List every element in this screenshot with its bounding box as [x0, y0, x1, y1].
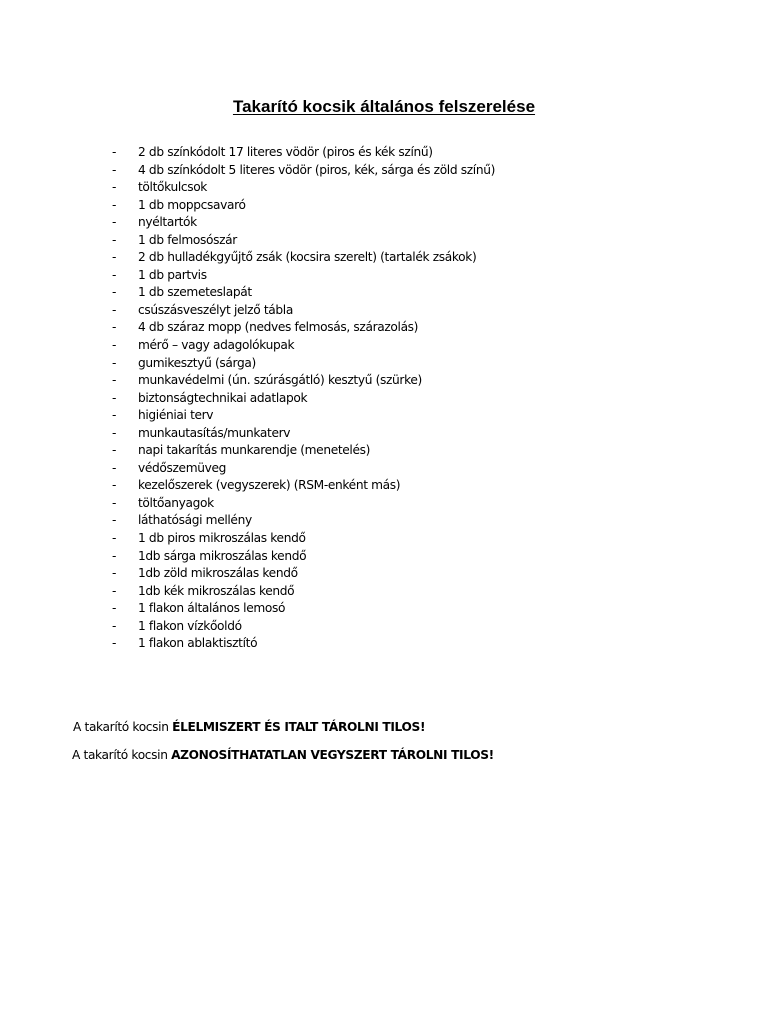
equipment-list-item — [112, 179, 495, 197]
equipment-list-item — [112, 442, 495, 460]
equipment-item-text: 1 flakon általános lemosó — [138, 601, 286, 616]
equipment-list — [112, 144, 495, 653]
equipment-item-text: munkautasítás/munkaterv — [138, 425, 291, 440]
list-dash: - — [112, 285, 117, 300]
list-dash: - — [112, 478, 117, 493]
equipment-list-item — [112, 249, 495, 267]
equipment-list-item — [112, 214, 495, 232]
equipment-item-text: munkavédelmi (ún. szúrásgátló) kesztyű (szürke) — [138, 373, 422, 388]
equipment-item-text: 2 db színkódolt 17 literes vödör (piros és kék színű) — [138, 145, 433, 159]
equipment-item-text: 1db kék mikroszálas kendő — [138, 583, 295, 598]
equipment-item-text: 1 flakon ablaktisztító — [138, 636, 258, 651]
equipment-list-item — [112, 267, 495, 285]
equipment-list-item — [112, 635, 495, 653]
equipment-item-text: gumikesztyű (sárga) — [138, 355, 256, 370]
equipment-list-item — [112, 337, 495, 355]
equipment-list-item — [112, 548, 495, 566]
equipment-item-text: 1 flakon vízkőoldó — [138, 618, 242, 633]
equipment-list-item — [112, 407, 495, 425]
equipment-item-text: 1db zöld mikroszálas kendő — [138, 566, 298, 581]
list-dash: - — [112, 636, 117, 651]
equipment-list-item — [112, 565, 495, 583]
list-dash: - — [112, 250, 117, 265]
list-dash: - — [112, 320, 117, 335]
equipment-list-item — [112, 372, 495, 390]
equipment-item-text: kezelőszerek (vegyszerek) (RSM-enként más) — [138, 478, 401, 493]
list-dash: - — [112, 513, 117, 528]
equipment-list-item — [112, 512, 495, 530]
equipment-list-item — [112, 495, 495, 513]
list-dash: - — [112, 583, 117, 598]
equipment-list-item — [112, 390, 495, 408]
equipment-item-text: nyéltartók — [138, 215, 197, 230]
list-dash: - — [112, 197, 117, 212]
list-dash: - — [112, 495, 117, 510]
equipment-item-text: higiéniai terv — [138, 408, 214, 423]
list-dash: - — [112, 338, 117, 353]
equipment-item-text: 1 db moppcsavaró — [138, 197, 246, 212]
list-dash: - — [112, 601, 117, 616]
list-dash: - — [112, 390, 117, 405]
equipment-item-text: töltőanyagok — [138, 495, 214, 510]
equipment-list-item — [112, 302, 495, 320]
list-dash: - — [112, 548, 117, 563]
list-dash: - — [112, 232, 117, 247]
list-dash: - — [112, 425, 117, 440]
list-dash: - — [112, 162, 117, 177]
equipment-item-text: 2 db hulladékgyűjtő zsák (kocsira szerelt) (tartalék zsákok) — [138, 250, 477, 265]
warning-emphasis: AZONOSÍTHATATLAN VEGYSZERT TÁROLNI TILOS! — [171, 748, 494, 763]
food-drink-warning — [73, 718, 425, 736]
warning-emphasis: ÉLELMISZERT ÉS ITALT TÁROLNI TILOS! — [172, 720, 426, 735]
equipment-list-item — [112, 425, 495, 443]
warning-prefix: A takarító kocsin — [72, 748, 172, 763]
list-dash: - — [112, 215, 117, 230]
equipment-item-text: védőszemüveg — [138, 460, 226, 475]
equipment-item-text: 4 db színkódolt 5 literes vödör (piros, kék, sárga és zöld színű) — [138, 162, 495, 177]
document-title: Takarító kocsik általános felszerelése — [232, 97, 536, 117]
equipment-item-text: láthatósági mellény — [138, 513, 252, 528]
equipment-list-item — [112, 460, 495, 478]
list-dash: - — [112, 373, 117, 388]
equipment-list-item — [112, 355, 495, 373]
warning-prefix: A takarító kocsin — [73, 720, 173, 735]
list-dash: - — [112, 267, 117, 282]
equipment-list-item — [112, 144, 495, 162]
equipment-list-item — [112, 600, 495, 618]
equipment-item-text: napi takarítás munkarendje (menetelés) — [138, 443, 371, 458]
list-dash: - — [112, 355, 117, 370]
equipment-list-item — [112, 319, 495, 337]
equipment-item-text: csúszásveszélyt jelző tábla — [138, 302, 293, 317]
equipment-item-text: 1 db felmosószár — [138, 232, 237, 247]
list-dash: - — [112, 618, 117, 633]
equipment-item-text: 4 db száraz mopp (nedves felmosás, szárazolás) — [138, 320, 419, 335]
equipment-list-item — [112, 477, 495, 495]
list-dash: - — [112, 408, 117, 423]
equipment-item-text: 1db sárga mikroszálas kendő — [138, 548, 307, 563]
list-dash: - — [112, 145, 117, 159]
equipment-item-text: mérő – vagy adagolókupak — [138, 338, 295, 353]
equipment-item-text: töltőkulcsok — [138, 180, 208, 195]
equipment-list-item — [112, 284, 495, 302]
equipment-list-item — [112, 162, 495, 180]
equipment-list-item — [112, 232, 495, 250]
list-dash: - — [112, 531, 117, 546]
equipment-list-item — [112, 583, 495, 601]
unidentified-chemical-warning — [72, 746, 494, 764]
equipment-list-item — [112, 197, 495, 215]
equipment-item-text: 1 db szemeteslapát — [138, 285, 252, 300]
list-dash: - — [112, 180, 117, 195]
equipment-item-text: 1 db partvis — [138, 267, 207, 282]
equipment-list-item — [112, 530, 495, 548]
equipment-list-item — [112, 618, 495, 636]
list-dash: - — [112, 566, 117, 581]
list-dash: - — [112, 443, 117, 458]
equipment-item-text: 1 db piros mikroszálas kendő — [138, 531, 306, 546]
equipment-item-text: biztonságtechnikai adatlapok — [138, 390, 308, 405]
list-dash: - — [112, 460, 117, 475]
list-dash: - — [112, 302, 117, 317]
